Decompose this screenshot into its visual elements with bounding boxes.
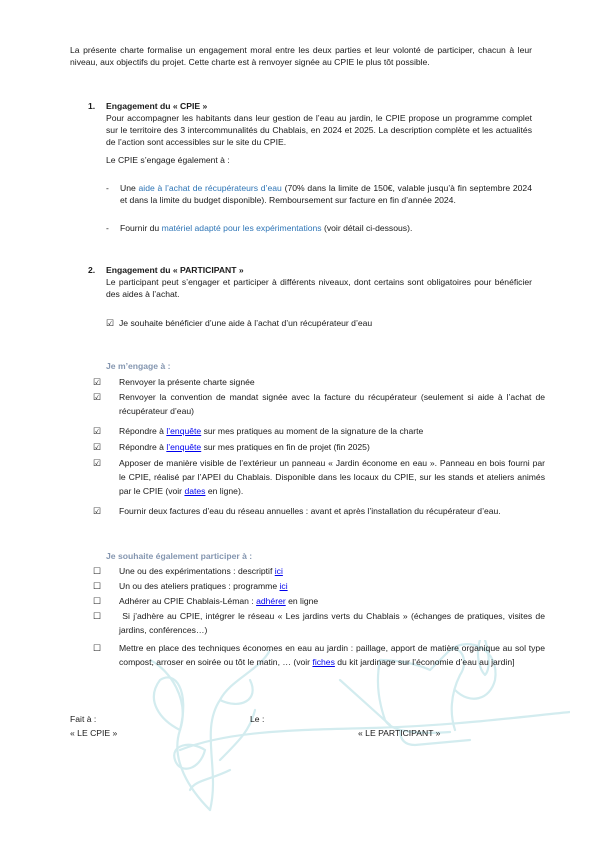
optional-text: Adhérer au CPIE Chablais-Léman :	[119, 596, 257, 606]
commitment-item[interactable]	[93, 504, 545, 518]
checkbox-label: Je souhaite bénéficier d’une aide à l’achat d’un récupérateur d’eau	[119, 318, 373, 328]
optional-text: Si j’adhère au CPIE, intégrer le réseau « Les jardins verts du Chablais » (échanges de pratiques, visites de jardins, conférences…)	[119, 611, 545, 635]
optional-item[interactable]	[93, 609, 545, 637]
item-text: (voir détail ci-dessous).	[321, 223, 413, 233]
commitment-text: Fournir deux factures d’eau du réseau annuelles : avant et après l’installation du récupérateur d’eau.	[119, 506, 501, 516]
cpie-signature-label: « LE CPIE »	[70, 728, 118, 738]
checkbox-checked-icon[interactable]: ☑	[93, 377, 102, 387]
bullet-dash: -	[106, 223, 109, 233]
commitment-item[interactable]	[93, 424, 545, 438]
item-text: Une	[120, 183, 139, 193]
cpie-commitment-aid	[120, 182, 532, 206]
optional-text: du kit jardinage sur l’économie d’eau au jardin]	[334, 657, 515, 667]
section2-title: Engagement du « PARTICIPANT »	[106, 265, 244, 275]
place-label: Fait à :	[70, 714, 97, 724]
cpie-commitment-material	[120, 222, 532, 234]
checkbox-checked-icon[interactable]: ☑	[93, 458, 102, 468]
commitment-text: Renvoyer la convention de mandat signée avec la facture du récupérateur (seulement si aide à l’achat de récupérateur d’eau)	[119, 392, 545, 416]
checkbox-checked-icon[interactable]: ☑	[93, 426, 102, 436]
checkbox-unchecked-icon[interactable]: ☐	[93, 611, 102, 621]
section2-number: 2.	[88, 265, 96, 275]
commitment-text: Apposer de manière visible de l’extérieur un panneau « Jardin économe en eau ». Panneau en bois fourni par le CPIE, réalisé par l’APEI du Chablais. Disponible dans les locaux du CPIE, sur les stands et ateliers animés par le CPIE (voir	[119, 458, 545, 496]
section1-title: Engagement du « CPIE »	[106, 101, 208, 111]
intro-paragraph: La présente charte formalise un engagement moral entre les deux parties et leur volonté de participer, chacun à leur niveau, aux objectifs du projet. Cette charte est à renvoyer signée au CPIE le plus tôt possible.	[70, 45, 532, 67]
material-highlight: matériel adapté pour les expérimentations	[161, 223, 322, 233]
workshops-link[interactable]: ici	[279, 581, 288, 591]
commitment-text: en ligne).	[205, 486, 244, 496]
optional-text: en ligne	[285, 596, 319, 606]
checkbox-unchecked-icon[interactable]: ☐	[93, 566, 102, 576]
commitment-text: Renvoyer la présente charte signée	[119, 377, 255, 387]
date-label: Le :	[250, 714, 265, 724]
commitment-text: Répondre à	[119, 426, 167, 436]
checkbox-unchecked-icon[interactable]: ☐	[93, 596, 102, 606]
aid-highlight: aide à l’achat de récupérateurs d’eau	[138, 183, 282, 193]
optional-text: Une ou des expérimentations : descriptif	[119, 566, 275, 576]
item-text: Fournir du	[120, 223, 162, 233]
optional-item[interactable]	[93, 594, 545, 608]
checkbox-checked-icon[interactable]: ☑	[93, 442, 102, 452]
checkbox-unchecked-icon[interactable]: ☐	[93, 581, 102, 591]
checkbox-checked-icon[interactable]: ☑	[93, 392, 102, 402]
checkbox-unchecked-icon[interactable]: ☐	[93, 643, 102, 653]
participant-signature-label: « LE PARTICIPANT »	[358, 728, 441, 738]
bullet-dash: -	[106, 183, 109, 193]
commitment-item[interactable]	[93, 456, 545, 498]
section1-body: Pour accompagner les habitants dans leur gestion de l’eau au jardin, le CPIE propose un programme complet sur le territoire des 3 intercommunalités du Chablais, en 2024 et 2025. La description complète et les actualités de l’action sont accessibles sur le site du CPIE.	[106, 113, 532, 147]
commitments-heading: Je m’engage à :	[106, 361, 171, 371]
optional-text: Un ou des ateliers pratiques : programme	[119, 581, 280, 591]
checkbox-checked-icon[interactable]: ☑	[106, 318, 115, 328]
commitment-text: Répondre à	[119, 442, 167, 452]
experiments-link[interactable]: ici	[274, 566, 283, 576]
optional-item[interactable]	[93, 564, 545, 578]
optional-text: Mettre en place des techniques économes en eau au jardin : paillage, apport de matière organique au sol type compost, arroser en soirée ou tôt le matin, … (voir	[119, 643, 545, 667]
survey-link[interactable]: l’enquête	[166, 426, 202, 436]
optional-item[interactable]	[93, 641, 545, 669]
commitment-item[interactable]	[93, 375, 545, 389]
commitment-text: sur mes pratiques au moment de la signature de la charte	[201, 426, 424, 436]
section1-lead: Le CPIE s’engage également à :	[106, 155, 230, 165]
item-text: (70% dans la limite de 150€, valable jusqu’à fin septembre 2024 et dans la limite du budget disponible). Remboursement sur facture en fin d’année 2024.	[120, 183, 532, 205]
survey-link[interactable]: l’enquête	[166, 442, 202, 452]
dates-link[interactable]: dates	[184, 486, 206, 496]
optional-item[interactable]	[93, 579, 545, 593]
aid-option-checkbox[interactable]	[106, 316, 532, 330]
optional-heading: Je souhaite également participer à :	[106, 551, 253, 561]
fiches-link[interactable]: fiches	[312, 657, 335, 667]
section1-number: 1.	[88, 101, 96, 111]
commitment-item[interactable]	[93, 440, 545, 454]
commitment-text: sur mes pratiques en fin de projet (fin 2025)	[201, 442, 370, 452]
membership-link[interactable]: adhérer	[256, 596, 286, 606]
checkbox-checked-icon[interactable]: ☑	[93, 506, 102, 516]
commitment-item[interactable]	[93, 390, 545, 418]
section2-body: Le participant peut s’engager et participer à différents niveaux, dont certains sont obligatoires pour bénéficier des aides à l’achat.	[106, 277, 532, 299]
